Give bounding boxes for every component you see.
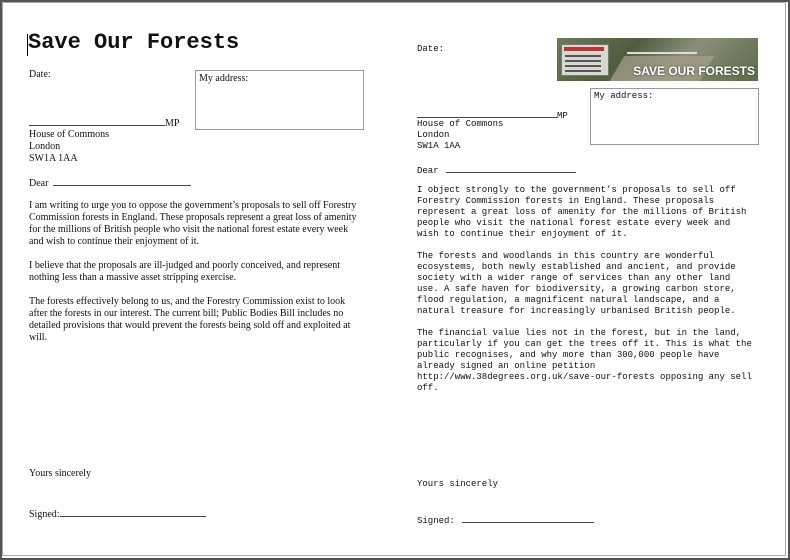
left-signature-blank[interactable] (60, 507, 206, 517)
right-signature-blank[interactable] (462, 513, 594, 523)
right-paragraph: The forests and woodlands in this country are wonderful ecosystems, both newly established and ancient, and provide society with a wider range of services than any other land use. A safe haven for biodiversity, a growing carbon store, flood regulation, a magnificent natural landscape, and a natural treasure for increasingly urbanised British people. (417, 251, 736, 316)
left-postcode: SW1A 1AA (29, 153, 78, 164)
left-mp-suffix: MP (165, 118, 180, 129)
right-mp-suffix: MP (557, 111, 568, 121)
left-city: London (29, 141, 61, 152)
left-paragraph: I believe that the proposals are ill-judged and poorly conceived, and represent nothing less than a massive asset stripping exercise. (29, 260, 340, 283)
forest-sign-image (561, 44, 609, 76)
right-address-box[interactable] (590, 88, 759, 145)
right-mp-name-blank[interactable] (417, 108, 557, 118)
left-address-box[interactable] (195, 70, 364, 130)
left-mp-name-blank[interactable] (29, 116, 165, 126)
right-date-label: Date: (417, 44, 445, 54)
left-dear-label: Dear (29, 178, 49, 189)
left-dear-line[interactable] (29, 176, 191, 190)
left-signed-label: Signed: (29, 509, 60, 520)
right-paragraph: I object strongly to the government’s proposals to sell off Forestry Commission forests in England. These proposals represent a great loss of amenity for the millions of British people who visit the national forest estate every week and wish to continue their enjoyment of it. (417, 185, 747, 239)
right-paragraph: The financial value lies not in the forest, but in the land, particularly if you can get the trees off it. This is what the public recognises, and why more than 300,000 people have already signed an online petition http://www.38degrees.org.uk/save-our-forests opposing any sell off. (417, 328, 752, 393)
left-dear-blank[interactable] (53, 176, 191, 186)
page-title: Save Our Forests (28, 30, 240, 55)
right-signed-line[interactable] (417, 513, 594, 527)
left-signed-line[interactable] (29, 507, 206, 521)
banner-text: SAVE OUR FORESTS (633, 64, 755, 78)
right-dear-blank[interactable] (446, 163, 576, 173)
right-address-label: My address: (594, 91, 654, 101)
left-date-label: Date: (29, 69, 51, 80)
right-closing: Yours sincerely (417, 479, 499, 489)
save-our-forests-banner (557, 38, 758, 81)
left-closing: Yours sincerely (29, 468, 92, 479)
right-postcode: SW1A 1AA (417, 141, 461, 151)
right-dear-line[interactable] (417, 163, 576, 177)
left-mp-line[interactable] (29, 116, 179, 130)
right-dear-label: Dear (417, 166, 439, 176)
left-house: House of Commons (29, 129, 109, 140)
left-paragraph: The forests effectively belong to us, and the Forestry Commission exist to look after the forests in our interest. The current bill; Public Bodies Bill includes no detailed provisions that would prevent the forests being sold off and exploited at will. (29, 296, 351, 343)
right-house: House of Commons (417, 119, 504, 129)
right-body (417, 185, 757, 394)
left-body (29, 200, 359, 344)
right-signed-label: Signed: (417, 516, 455, 526)
left-address-label: My address: (199, 73, 249, 84)
right-city: London (417, 130, 450, 140)
left-paragraph: I am writing to urge you to oppose the government’s proposals to sell off Forestry Commission forests in England. These proposals represent a great loss of amenity for the millions of British people who visit the national forest estate every week and wish to continue their enjoyment of it. (29, 200, 357, 247)
